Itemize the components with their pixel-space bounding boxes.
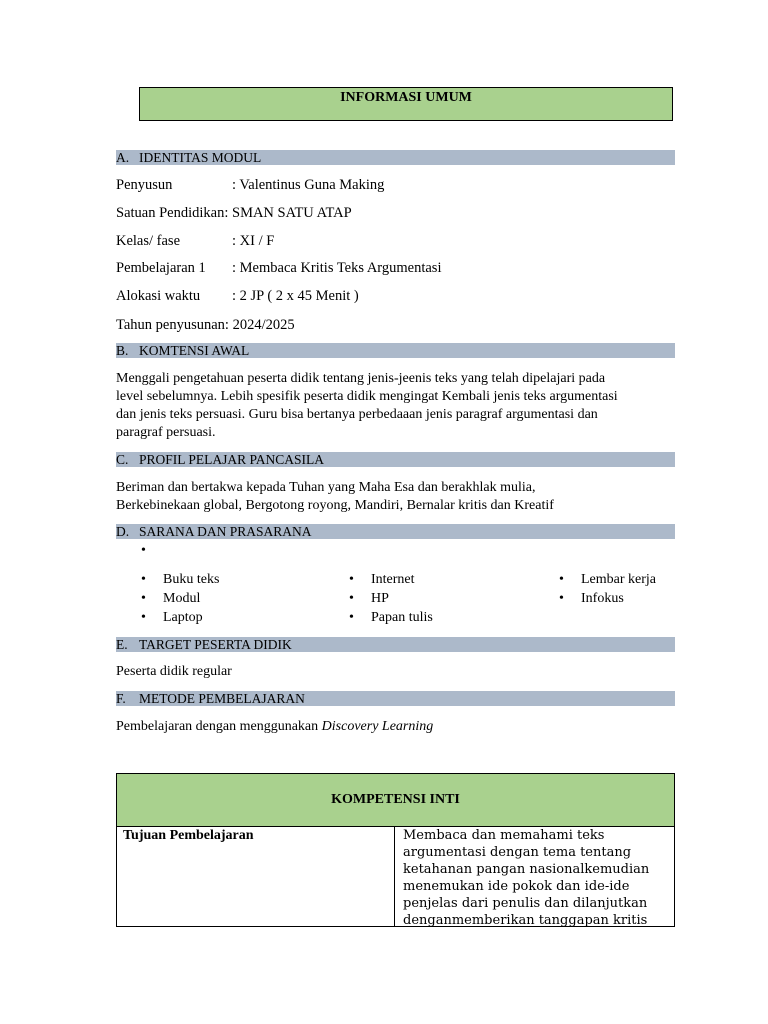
paragraph-line: Berkebinekaan global, Bergotong royong, Mandiri, Bernalar kritis dan Kreatif bbox=[116, 498, 554, 513]
list-item bbox=[559, 589, 656, 608]
row-label: Tahun penyusunan: bbox=[116, 317, 229, 333]
identitas-row-alokasi bbox=[116, 287, 359, 305]
sarana-column-2 bbox=[349, 570, 433, 627]
identitas-row-tahun bbox=[116, 316, 295, 334]
paragraph-line: argumentasi dengan tema tentang bbox=[403, 845, 632, 860]
section-title: SARANA DAN PRASARANA bbox=[139, 524, 312, 539]
identitas-row-satuan bbox=[116, 204, 352, 222]
list-item-label: Lembar kerja bbox=[581, 572, 657, 587]
paragraph-line: dan jenis teks persuasi. Guru bisa bertanya perbedaaan jenis paragraf argumentasi dan bbox=[116, 407, 598, 422]
section-letter: E. bbox=[116, 637, 128, 652]
list-item bbox=[559, 570, 656, 589]
section-title: IDENTITAS MODUL bbox=[139, 150, 262, 165]
section-c-header bbox=[116, 452, 675, 467]
informasi-umum-title: INFORMASI UMUM bbox=[139, 87, 673, 121]
section-e-header bbox=[116, 637, 675, 652]
row-value: 2024/2025 bbox=[228, 317, 295, 333]
paragraph-line: menemukan ide pokok dan ide-ide bbox=[403, 879, 630, 894]
metode-text bbox=[116, 718, 676, 736]
bullet-icon: • bbox=[559, 572, 564, 587]
row-value: SMAN SATU ATAP bbox=[228, 205, 352, 221]
section-title: TARGET PESERTA DIDIK bbox=[139, 637, 292, 652]
list-item bbox=[349, 589, 433, 608]
identitas-row-pembelajaran bbox=[116, 259, 441, 277]
section-letter: A. bbox=[116, 150, 130, 165]
profil-text bbox=[116, 479, 676, 515]
section-letter: F. bbox=[116, 691, 126, 706]
paragraph-line: Membaca dan memahami teks bbox=[403, 828, 605, 843]
list-item-label: HP bbox=[371, 591, 389, 606]
list-item bbox=[141, 608, 219, 627]
section-title: METODE PEMBELAJARAN bbox=[139, 691, 305, 706]
bullet-icon: • bbox=[141, 591, 146, 606]
paragraph-line: paragraf persuasi. bbox=[116, 425, 216, 440]
metode-emphasis: Discovery Learning bbox=[321, 719, 434, 734]
identitas-row-kelas bbox=[116, 232, 274, 250]
sarana-column-1 bbox=[141, 570, 219, 627]
paragraph-line: Beriman dan bertakwa kepada Tuhan yang Maha Esa dan berakhlak mulia, bbox=[116, 480, 536, 495]
section-letter: C. bbox=[116, 452, 129, 467]
section-title: KOMTENSI AWAL bbox=[139, 343, 250, 358]
target-text: Peserta didik regular bbox=[116, 664, 232, 679]
paragraph-line: ketahanan pangan nasionalkemudian bbox=[403, 862, 650, 877]
section-f-header bbox=[116, 691, 675, 706]
bullet-icon: • bbox=[559, 591, 564, 606]
row-label: Alokasi waktu bbox=[116, 288, 201, 304]
section-b-header bbox=[116, 343, 675, 358]
list-item-label: Laptop bbox=[163, 610, 203, 625]
list-item-label: Papan tulis bbox=[371, 610, 433, 625]
list-item bbox=[349, 608, 433, 627]
empty-bullet bbox=[141, 541, 163, 560]
tujuan-pembelajaran-label: Tujuan Pembelajaran bbox=[117, 827, 395, 926]
bullet-icon: • bbox=[141, 610, 146, 625]
section-letter: B. bbox=[116, 343, 129, 358]
section-title: PROFIL PELAJAR PANCASILA bbox=[139, 452, 325, 467]
paragraph-line: denganmemberikan tanggapan kritis bbox=[403, 913, 648, 928]
paragraph-line: penjelas dari penulis dan dilanjutkan bbox=[403, 896, 648, 911]
bullet-icon: • bbox=[141, 572, 146, 587]
kompetensi-inti-title: KOMPETENSI INTI bbox=[117, 774, 674, 827]
bullet-icon: • bbox=[349, 610, 354, 625]
kompetensi-awal-text bbox=[116, 370, 676, 442]
row-label: Kelas/ fase bbox=[116, 233, 181, 249]
sarana-column-3 bbox=[559, 570, 656, 608]
list-item-label: Modul bbox=[163, 591, 201, 606]
row-label: Pembelajaran 1 bbox=[116, 260, 206, 276]
list-item-label: Buku teks bbox=[163, 572, 220, 587]
list-item bbox=[141, 589, 219, 608]
tujuan-pembelajaran-text bbox=[403, 827, 673, 929]
section-a-header bbox=[116, 150, 675, 165]
list-item bbox=[141, 570, 219, 589]
bullet-icon: • bbox=[349, 591, 354, 606]
row-value: : 2 JP ( 2 x 45 Menit ) bbox=[232, 288, 359, 304]
row-label: Satuan Pendidikan: bbox=[116, 205, 229, 221]
paragraph-line: Menggali pengetahuan peserta didik tentang jenis-jeenis teks yang telah dipelajari pada bbox=[116, 371, 606, 386]
list-item bbox=[349, 570, 433, 589]
list-item-label: Infokus bbox=[581, 591, 624, 606]
bullet-icon: • bbox=[141, 543, 146, 558]
list-item-label: Internet bbox=[371, 572, 415, 587]
section-d-header bbox=[116, 524, 675, 539]
bullet-icon: • bbox=[349, 572, 354, 587]
row-value: : Membaca Kritis Teks Argumentasi bbox=[232, 260, 442, 276]
kompetensi-inti-table bbox=[116, 773, 675, 927]
metode-prefix: Pembelajaran dengan menggunakan bbox=[116, 719, 322, 734]
identitas-row-penyusun bbox=[116, 176, 384, 194]
paragraph-line: level sebelumnya. Lebih spesifik peserta didik mengingat Kembali jenis teks argumentasi bbox=[116, 389, 618, 404]
row-value: : XI / F bbox=[232, 233, 275, 249]
row-value: : Valentinus Guna Making bbox=[232, 177, 385, 193]
row-label: Penyusun bbox=[116, 177, 173, 193]
section-letter: D. bbox=[116, 524, 130, 539]
